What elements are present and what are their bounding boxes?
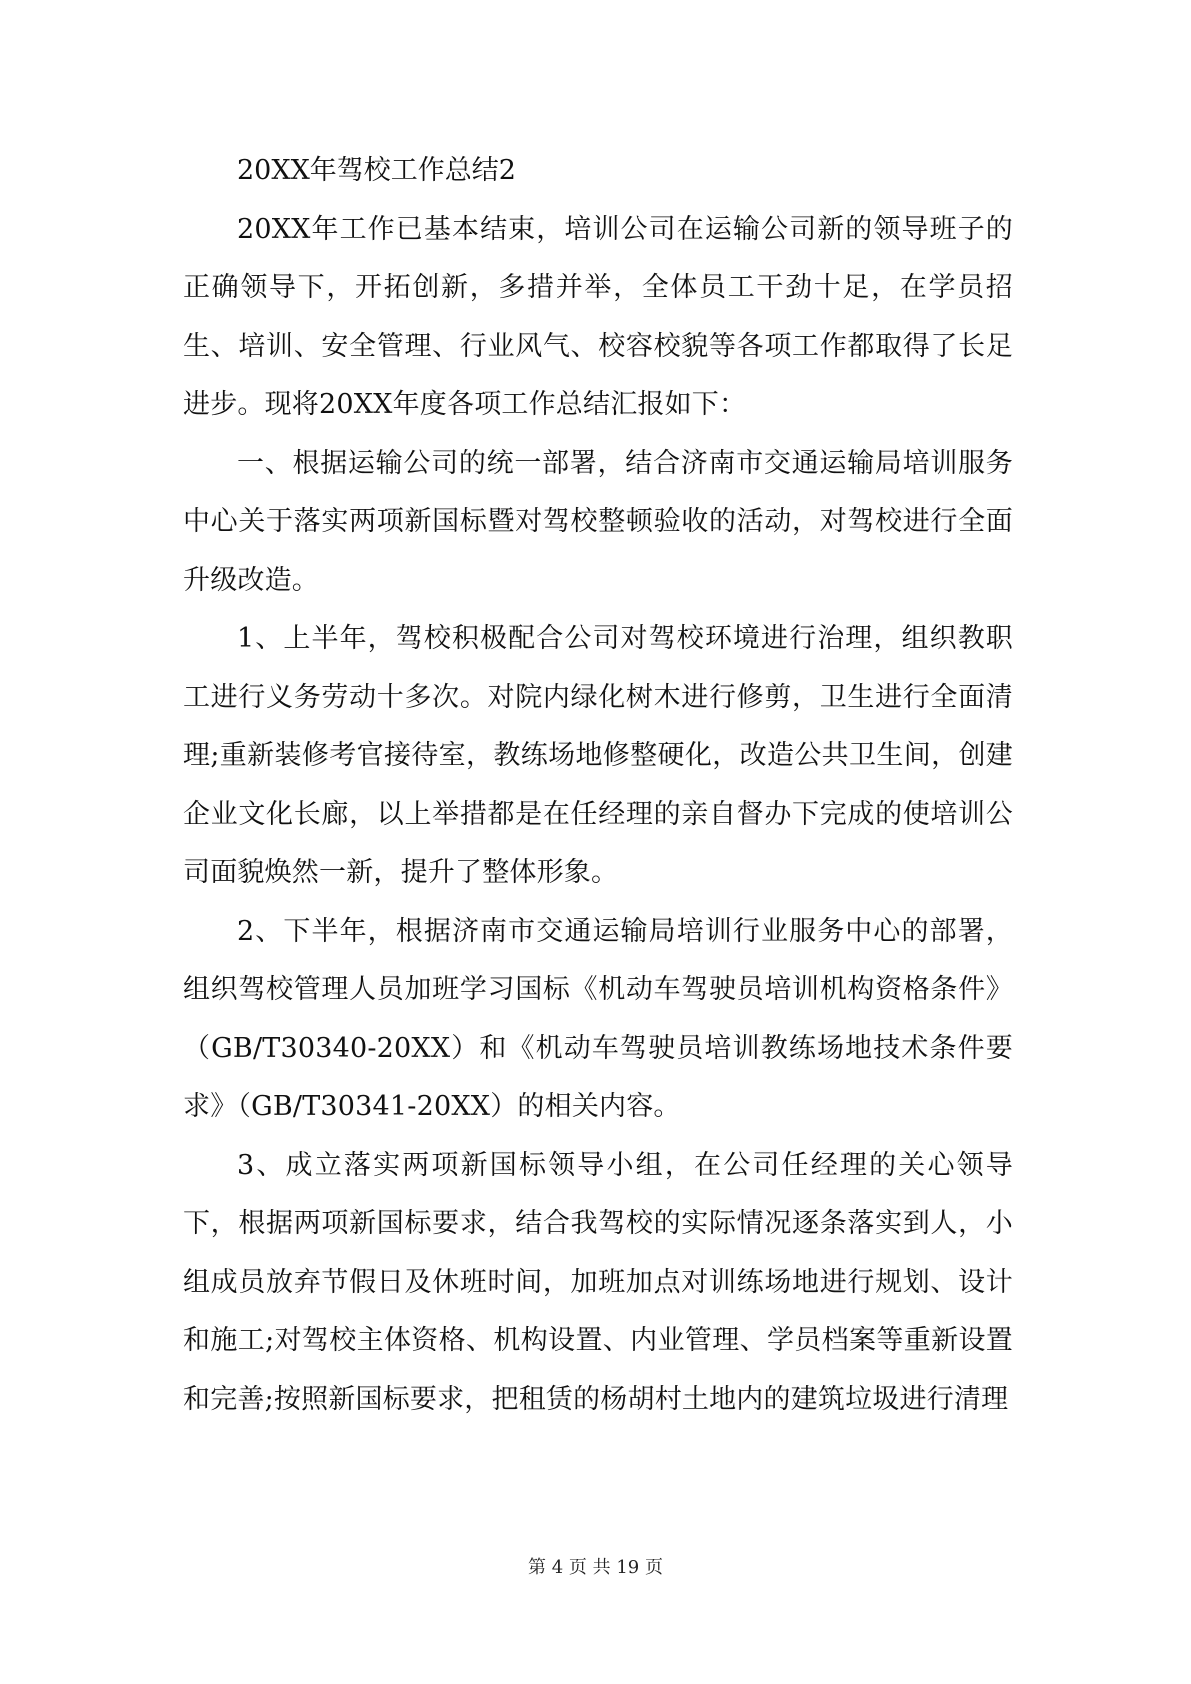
page-number-footer: 第 4 页 共 19 页 bbox=[528, 1557, 663, 1578]
paragraph-item-1: 1、上半年，驾校积极配合公司对驾校环境进行治理，组织教职工进行义务劳动十多次。对院内绿化树木进行修剪，卫生进行全面清理;重新装修考官接待室，教练场地修整硬化，改造公共卫生间，创建企业文化长廊，以上举措都是在任经理的亲自督办下完成的使培训公司面貌焕然一新，提升了整体形象。 bbox=[183, 623, 1013, 888]
paragraph-intro: 20XX年工作已基本结束，培训公司在运输公司新的领导班子的正确领导下，开拓创新，多措并举，全体员工干劲十足，在学员招生、培训、安全管理、行业风气、校容校貌等各项工作都取得了长足进步。现将20XX年度各项工作总结汇报如下： bbox=[183, 213, 1013, 420]
document-heading: 20XX年驾校工作总结2 bbox=[237, 155, 516, 186]
paragraph-section-one: 一、根据运输公司的统一部署，结合济南市交通运输局培训服务中心关于落实两项新国标暨对驾校整顿验收的活动，对驾校进行全面升级改造。 bbox=[183, 447, 1013, 596]
document-body bbox=[183, 142, 1013, 1429]
paragraph-item-3: 3、成立落实两项新国标领导小组，在公司任经理的关心领导下，根据两项新国标要求，结合我驾校的实际情况逐条落实到人，小组成员放弃节假日及休班时间，加班加点对训练场地进行规划、设计和施工;对驾校主体资格、机构设置、内业管理、学员档案等重新设置和完善;按照新国标要求，把租赁的杨胡村土地内的建筑垃圾进行清理 bbox=[183, 1149, 1013, 1415]
paragraph-item-2: 2、下半年，根据济南市交通运输局培训行业服务中心的部署，组织驾校管理人员加班学习国标《机动车驾驶员培训机构资格条件》（GB/T30340-20XX）和《机动车驾驶员培训教练场地技术条件要求》（GB/T30341-20XX）的相关内容。 bbox=[183, 915, 1013, 1122]
